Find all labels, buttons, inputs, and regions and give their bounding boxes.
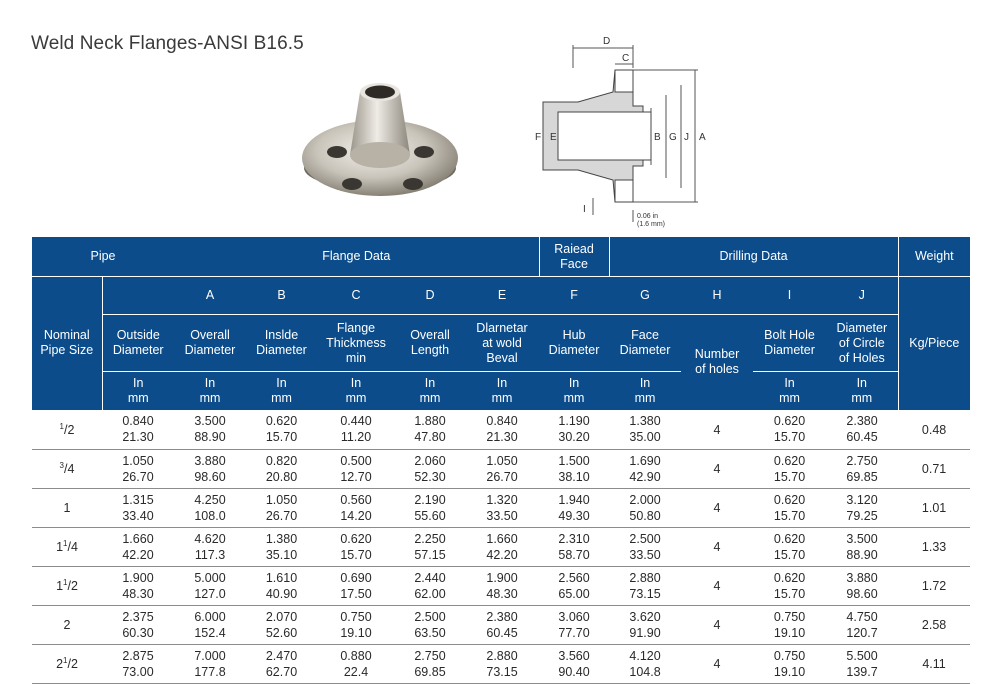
value-inch: 0.620 xyxy=(773,570,806,585)
value-inch: 0.690 xyxy=(340,570,372,585)
value-inch: 2.060 xyxy=(414,453,446,468)
col-letter-a: A xyxy=(174,277,246,315)
cell-nominal-size: 1 xyxy=(32,488,102,527)
cell-value-c2 xyxy=(174,410,246,449)
group-header-pipe: Pipe xyxy=(32,237,174,277)
cell-value-c5 xyxy=(395,410,465,449)
drawing-label-i: I xyxy=(583,204,586,215)
cell-value-c7 xyxy=(539,449,609,488)
value-inch: 0.500 xyxy=(340,453,372,468)
col-letter-i: I xyxy=(753,277,826,315)
value-mm: 73.15 xyxy=(486,664,518,679)
value-inch: 1.190 xyxy=(558,414,590,429)
drawing-label-c: C xyxy=(622,53,630,64)
cell-value-c3 xyxy=(246,488,317,527)
value-inch: 2.875 xyxy=(122,648,154,663)
value-inch: 1.660 xyxy=(486,531,518,546)
cell-value-c3 xyxy=(246,605,317,644)
value-mm: 127.0 xyxy=(194,586,226,601)
group-header-raised-face: Raiead Face xyxy=(539,237,609,277)
cell-weight: 0.71 xyxy=(898,449,970,488)
value-inch: 3.620 xyxy=(629,609,661,624)
cell-nominal-size: $1^1/4$ xyxy=(32,527,102,566)
cell-value-c10 xyxy=(826,605,898,644)
cell-value-c5 xyxy=(395,488,465,527)
value-inch: 3.880 xyxy=(194,453,226,468)
cell-value-c7 xyxy=(539,410,609,449)
value-mm: 91.90 xyxy=(629,625,661,640)
value-inch: 1.320 xyxy=(486,492,518,507)
value-inch: 1.050 xyxy=(265,492,298,507)
value-mm: 49.30 xyxy=(558,508,590,523)
cell-value-c10 xyxy=(826,644,898,683)
value-mm: 20.80 xyxy=(265,469,298,484)
cell-value-c9 xyxy=(753,566,826,605)
cell-weight: 4.11 xyxy=(898,644,970,683)
value-inch: 0.750 xyxy=(340,609,372,624)
cell-value-c6 xyxy=(465,449,539,488)
cell-value-c2 xyxy=(174,488,246,527)
cell-weight: 1.01 xyxy=(898,488,970,527)
value-inch: 1.380 xyxy=(629,414,661,429)
col-header-i: Bolt Hole Diameter xyxy=(753,315,826,372)
col-header-weight: Kg/Piece xyxy=(898,277,970,411)
cell-value-c6 xyxy=(465,527,539,566)
cell-value-c7 xyxy=(539,605,609,644)
value-mm: 17.50 xyxy=(340,586,372,601)
value-inch: 2.380 xyxy=(486,609,518,624)
cell-value-c7 xyxy=(539,488,609,527)
value-mm: 42.20 xyxy=(486,547,518,562)
value-mm: 62.70 xyxy=(265,664,298,679)
col-letter-j: J xyxy=(826,277,898,315)
cell-value-c2 xyxy=(174,449,246,488)
drawing-note-2: (1.6 mm) xyxy=(637,221,665,228)
cell-holes: 4 xyxy=(681,410,753,449)
cell-value-c8 xyxy=(609,449,681,488)
unit-cell-a: In mm xyxy=(102,372,174,411)
value-inch: 0.620 xyxy=(773,531,806,546)
value-inch: 0.750 xyxy=(773,648,806,663)
cell-value-c8 xyxy=(609,605,681,644)
cell-nominal-size: $^3$/4 xyxy=(32,449,102,488)
cell-weight: 1.72 xyxy=(898,566,970,605)
value-inch: 4.620 xyxy=(194,531,226,546)
value-mm: 12.70 xyxy=(340,469,372,484)
cell-value-c6 xyxy=(465,605,539,644)
value-mm: 58.70 xyxy=(558,547,590,562)
drawing-label-f: F xyxy=(535,132,542,143)
value-mm: 42.90 xyxy=(629,469,661,484)
cell-value-c1 xyxy=(102,488,174,527)
value-mm: 33.50 xyxy=(629,547,661,562)
value-mm: 30.20 xyxy=(558,430,590,445)
cell-value-c1 xyxy=(102,605,174,644)
col-header-j: Diameter of Circle of Holes xyxy=(826,315,898,372)
unit-cell-i: In mm xyxy=(753,372,826,411)
col-header-holes: Number of holes xyxy=(681,315,753,411)
col-header-f: Dlarnetar at wold Beval xyxy=(465,315,539,372)
cell-nominal-size: $^1$/2 xyxy=(32,410,102,449)
value-mm: 21.30 xyxy=(122,430,154,445)
value-inch: 0.560 xyxy=(340,492,372,507)
cell-value-c7 xyxy=(539,644,609,683)
value-inch: 7.000 xyxy=(194,648,226,663)
cell-value-c9 xyxy=(753,644,826,683)
cell-value-c2 xyxy=(174,527,246,566)
col-letter-e: E xyxy=(465,277,539,315)
value-inch: 2.560 xyxy=(558,570,590,585)
cell-value-c6 xyxy=(465,566,539,605)
cell-value-c9 xyxy=(753,410,826,449)
bolt-hole-4 xyxy=(403,178,423,190)
value-mm: 57.15 xyxy=(414,547,446,562)
value-inch: 2.190 xyxy=(414,492,446,507)
value-mm: 40.90 xyxy=(265,586,298,601)
value-inch: 2.880 xyxy=(629,570,661,585)
value-inch: 1.690 xyxy=(629,453,661,468)
unit-cell-d: In mm xyxy=(317,372,395,411)
value-inch: 1.050 xyxy=(486,453,518,468)
value-mm: 48.30 xyxy=(122,586,154,601)
value-mm: 26.70 xyxy=(486,469,518,484)
value-mm: 15.70 xyxy=(773,586,806,601)
table-row xyxy=(32,566,970,605)
cell-value-c9 xyxy=(753,605,826,644)
cell-value-c8 xyxy=(609,488,681,527)
cell-value-c4 xyxy=(317,449,395,488)
value-mm: 120.7 xyxy=(846,625,878,640)
cell-value-c3 xyxy=(246,527,317,566)
value-mm: 22.4 xyxy=(343,664,369,679)
cell-value-c9 xyxy=(753,449,826,488)
table-row xyxy=(32,644,970,683)
value-mm: 15.70 xyxy=(773,508,806,523)
value-mm: 19.10 xyxy=(773,625,806,640)
value-inch: 6.000 xyxy=(194,609,226,624)
table-row xyxy=(32,527,970,566)
drawing-label-e: E xyxy=(550,132,557,143)
value-mm: 73.00 xyxy=(122,664,154,679)
value-mm: 19.10 xyxy=(773,664,806,679)
cell-value-c8 xyxy=(609,527,681,566)
cell-value-c7 xyxy=(539,566,609,605)
value-inch: 0.620 xyxy=(773,453,806,468)
cell-value-c6 xyxy=(465,644,539,683)
cell-nominal-size: 2 xyxy=(32,605,102,644)
value-inch: 2.880 xyxy=(486,648,518,663)
col-letter-blank xyxy=(102,277,174,315)
cell-holes: 4 xyxy=(681,527,753,566)
cell-value-c2 xyxy=(174,566,246,605)
value-mm: 21.30 xyxy=(486,430,518,445)
cell-nominal-size: $1^1/2$ xyxy=(32,566,102,605)
value-inch: 5.000 xyxy=(194,570,226,585)
value-mm: 47.80 xyxy=(414,430,446,445)
value-inch: 3.560 xyxy=(558,648,590,663)
cell-value-c1 xyxy=(102,449,174,488)
cell-value-c10 xyxy=(826,488,898,527)
value-inch: 2.470 xyxy=(265,648,298,663)
value-mm: 50.80 xyxy=(629,508,661,523)
value-mm: 33.50 xyxy=(486,508,518,523)
value-mm: 15.70 xyxy=(773,547,806,562)
value-mm: 26.70 xyxy=(265,508,298,523)
col-header-e: Overall Length xyxy=(395,315,465,372)
col-letter-h: H xyxy=(681,277,753,315)
cell-value-c5 xyxy=(395,644,465,683)
value-mm: 108.0 xyxy=(194,508,226,523)
drawing-label-d: D xyxy=(603,36,611,47)
value-inch: 1.940 xyxy=(558,492,590,507)
cell-value-c8 xyxy=(609,410,681,449)
value-mm: 42.20 xyxy=(122,547,154,562)
value-inch: 0.750 xyxy=(773,609,806,624)
cell-holes: 4 xyxy=(681,488,753,527)
cell-value-c5 xyxy=(395,527,465,566)
value-inch: 1.660 xyxy=(122,531,154,546)
unit-cell-f: In mm xyxy=(465,372,539,411)
col-letter-g: G xyxy=(609,277,681,315)
drawing-label-b: B xyxy=(654,132,661,143)
bolt-hole-3 xyxy=(342,178,362,190)
value-mm: 60.45 xyxy=(846,430,878,445)
technical-drawing xyxy=(533,30,723,230)
bolt-hole-2 xyxy=(414,146,434,158)
value-inch: 4.750 xyxy=(846,609,878,624)
col-header-b: Overall Diameter xyxy=(174,315,246,372)
cell-value-c1 xyxy=(102,410,174,449)
value-mm: 90.40 xyxy=(558,664,590,679)
table-row xyxy=(32,410,970,449)
col-letter-b: B xyxy=(246,277,317,315)
col-letter-f: F xyxy=(539,277,609,315)
value-mm: 15.70 xyxy=(265,430,298,445)
value-inch: 2.500 xyxy=(414,609,446,624)
value-inch: 2.375 xyxy=(122,609,154,624)
col-header-d: Flange Thickmess min xyxy=(317,315,395,372)
flange-spec-table xyxy=(32,237,970,684)
cell-value-c6 xyxy=(465,410,539,449)
cell-value-c6 xyxy=(465,488,539,527)
value-inch: 0.880 xyxy=(340,648,372,663)
cell-value-c8 xyxy=(609,566,681,605)
cell-holes: 4 xyxy=(681,605,753,644)
cell-value-c2 xyxy=(174,605,246,644)
cell-value-c4 xyxy=(317,644,395,683)
value-inch: 2.380 xyxy=(846,414,878,429)
cell-holes: 4 xyxy=(681,644,753,683)
cell-value-c8 xyxy=(609,644,681,683)
value-inch: 2.750 xyxy=(846,453,878,468)
unit-cell-h: In mm xyxy=(609,372,681,411)
value-mm: 26.70 xyxy=(122,469,154,484)
value-inch: 0.440 xyxy=(340,414,372,429)
value-mm: 62.00 xyxy=(414,586,446,601)
cell-value-c4 xyxy=(317,527,395,566)
value-inch: 1.880 xyxy=(414,414,446,429)
value-inch: 2.000 xyxy=(629,492,661,507)
value-mm: 104.8 xyxy=(629,664,661,679)
value-inch: 3.060 xyxy=(558,609,590,624)
drawing-label-a: A xyxy=(699,132,706,143)
value-mm: 38.10 xyxy=(558,469,590,484)
value-mm: 14.20 xyxy=(340,508,372,523)
cell-value-c5 xyxy=(395,566,465,605)
flange-photo xyxy=(300,60,460,200)
col-letter-d: D xyxy=(395,277,465,315)
cell-value-c3 xyxy=(246,566,317,605)
value-inch: 3.120 xyxy=(846,492,878,507)
drawing-label-j: J xyxy=(684,132,689,143)
value-mm: 48.30 xyxy=(486,586,518,601)
unit-cell-c: In mm xyxy=(246,372,317,411)
group-header-flange-data: Flange Data xyxy=(174,237,539,277)
value-inch: 2.310 xyxy=(558,531,590,546)
cell-value-c2 xyxy=(174,644,246,683)
cell-value-c3 xyxy=(246,644,317,683)
value-inch: 1.900 xyxy=(122,570,154,585)
cell-value-c4 xyxy=(317,488,395,527)
value-mm: 55.60 xyxy=(414,508,446,523)
value-inch: 5.500 xyxy=(846,648,878,663)
value-inch: 2.070 xyxy=(265,609,298,624)
value-inch: 0.840 xyxy=(486,414,518,429)
cell-value-c10 xyxy=(826,449,898,488)
table-row xyxy=(32,605,970,644)
value-inch: 2.440 xyxy=(414,570,446,585)
value-inch: 2.500 xyxy=(629,531,661,546)
value-inch: 2.250 xyxy=(414,531,446,546)
value-mm: 88.90 xyxy=(194,430,226,445)
table-row xyxy=(32,488,970,527)
col-header-h: Face Diameter xyxy=(609,315,681,372)
drawing-label-g: G xyxy=(669,132,677,143)
table-body xyxy=(32,410,970,683)
cell-value-c3 xyxy=(246,410,317,449)
bolt-hole-1 xyxy=(327,146,347,158)
cell-value-c1 xyxy=(102,644,174,683)
cell-weight: 0.48 xyxy=(898,410,970,449)
value-mm: 33.40 xyxy=(122,508,154,523)
value-mm: 77.70 xyxy=(558,625,590,640)
unit-cell-g: In mm xyxy=(539,372,609,411)
col-header-c: Inslde Diameter xyxy=(246,315,317,372)
col-header-g: Hub Diameter xyxy=(539,315,609,372)
value-mm: 35.10 xyxy=(265,547,298,562)
value-inch: 1.380 xyxy=(265,531,298,546)
value-mm: 15.70 xyxy=(340,547,372,562)
value-mm: 11.20 xyxy=(340,430,372,445)
value-mm: 79.25 xyxy=(846,508,878,523)
cell-value-c3 xyxy=(246,449,317,488)
value-mm: 152.4 xyxy=(194,625,226,640)
cell-value-c10 xyxy=(826,410,898,449)
value-mm: 98.60 xyxy=(846,586,878,601)
cell-value-c5 xyxy=(395,449,465,488)
cell-value-c4 xyxy=(317,605,395,644)
value-mm: 69.85 xyxy=(414,664,446,679)
cell-value-c10 xyxy=(826,527,898,566)
cell-weight: 1.33 xyxy=(898,527,970,566)
value-inch: 4.250 xyxy=(194,492,226,507)
value-mm: 60.45 xyxy=(486,625,518,640)
value-inch: 3.500 xyxy=(846,531,878,546)
cell-value-c7 xyxy=(539,527,609,566)
cell-value-c9 xyxy=(753,527,826,566)
cell-holes: 4 xyxy=(681,449,753,488)
unit-cell-j: In mm xyxy=(826,372,898,411)
value-inch: 1.050 xyxy=(122,453,154,468)
value-mm: 15.70 xyxy=(773,430,806,445)
value-mm: 52.30 xyxy=(414,469,446,484)
unit-cell-b: In mm xyxy=(174,372,246,411)
value-mm: 65.00 xyxy=(558,586,590,601)
value-inch: 0.820 xyxy=(265,453,298,468)
unit-cell-e: In mm xyxy=(395,372,465,411)
page-title: Weld Neck Flanges-ANSI B16.5 xyxy=(31,33,304,54)
value-inch: 0.620 xyxy=(773,414,806,429)
drawing-note-1: 0.06 in xyxy=(637,213,659,220)
col-header-nominal: Nominal Pipe Size xyxy=(32,277,102,411)
cell-value-c4 xyxy=(317,410,395,449)
cell-value-c1 xyxy=(102,527,174,566)
value-inch: 3.880 xyxy=(846,570,878,585)
value-inch: 2.750 xyxy=(414,648,446,663)
value-mm: 88.90 xyxy=(846,547,878,562)
value-mm: 73.15 xyxy=(629,586,661,601)
col-letter-c: C xyxy=(317,277,395,315)
value-mm: 60.30 xyxy=(122,625,154,640)
value-mm: 98.60 xyxy=(194,469,226,484)
value-inch: 1.500 xyxy=(558,453,590,468)
value-mm: 35.00 xyxy=(629,430,661,445)
value-mm: 139.7 xyxy=(846,664,878,679)
value-inch: 3.500 xyxy=(194,414,226,429)
value-mm: 177.8 xyxy=(194,664,226,679)
value-inch: 4.120 xyxy=(629,648,661,663)
value-mm: 52.60 xyxy=(265,625,298,640)
value-inch: 1.610 xyxy=(265,570,298,585)
value-inch: 0.620 xyxy=(340,531,372,546)
value-mm: 69.85 xyxy=(846,469,878,484)
cell-nominal-size: $2^1/2$ xyxy=(32,644,102,683)
cell-holes: 4 xyxy=(681,566,753,605)
cell-value-c1 xyxy=(102,566,174,605)
cell-weight: 2.58 xyxy=(898,605,970,644)
value-mm: 117.3 xyxy=(194,547,226,562)
value-inch: 1.315 xyxy=(122,492,154,507)
table-header xyxy=(32,237,970,410)
value-mm: 15.70 xyxy=(773,469,806,484)
col-header-a: Outside Diameter xyxy=(102,315,174,372)
value-mm: 63.50 xyxy=(414,625,446,640)
cell-value-c4 xyxy=(317,566,395,605)
value-mm: 19.10 xyxy=(340,625,372,640)
cell-value-c9 xyxy=(753,488,826,527)
value-inch: 0.620 xyxy=(265,414,298,429)
cell-value-c10 xyxy=(826,566,898,605)
group-header-weight: Weight xyxy=(898,237,970,277)
value-inch: 0.620 xyxy=(773,492,806,507)
cell-value-c5 xyxy=(395,605,465,644)
value-inch: 1.900 xyxy=(486,570,518,585)
table-row xyxy=(32,449,970,488)
value-inch: 0.840 xyxy=(122,414,154,429)
group-header-drilling-data: Drilling Data xyxy=(609,237,898,277)
